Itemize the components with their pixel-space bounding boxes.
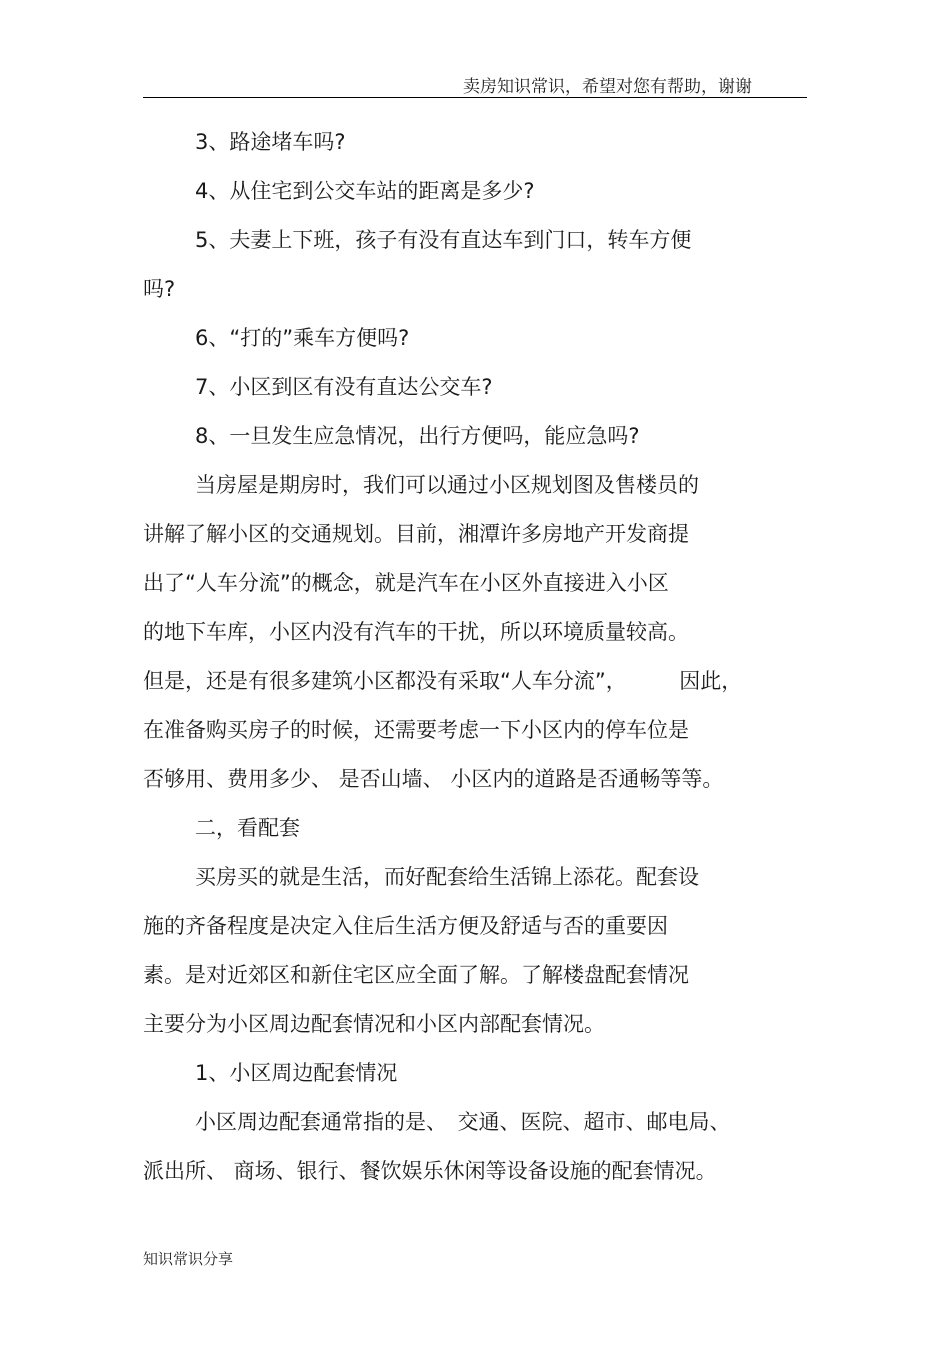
body-line: 8、一旦发生应急情况，出行方便吗，能应急吗? bbox=[195, 424, 640, 448]
body-line: 的地下车库，小区内没有汽车的干扰，所以环境质量较高。 bbox=[143, 620, 689, 644]
body-line: 主要分为小区周边配套情况和小区内部配套情况。 bbox=[143, 1012, 605, 1036]
page-footer: 知识常识分享 bbox=[143, 1250, 234, 1268]
body-line: 施的齐备程度是决定入住后生活方便及舒适与否的重要因 bbox=[143, 914, 668, 938]
body-line: 否够用、费用多少、 是否山墙、 小区内的道路是否通畅等等。 bbox=[143, 767, 724, 791]
body-line: 1、小区周边配套情况 bbox=[195, 1061, 398, 1085]
body-line: 出了“人车分流”的概念，就是汽车在小区外直接进入小区 bbox=[143, 571, 669, 595]
header-divider bbox=[143, 97, 807, 98]
body-line: 6、“打的”乘车方便吗? bbox=[195, 326, 410, 350]
body-line: 3、路途堵车吗? bbox=[195, 130, 346, 154]
body-line: 但是，还是有很多建筑小区都没有采取“人车分流”， 因此， bbox=[143, 669, 743, 693]
document-body bbox=[143, 118, 807, 1196]
body-line: 当房屋是期房时，我们可以通过小区规划图及售楼员的 bbox=[195, 473, 699, 497]
body-line: 买房买的就是生活，而好配套给生活锦上添花。配套设 bbox=[195, 865, 699, 889]
body-line: 7、小区到区有没有直达公交车? bbox=[195, 375, 493, 399]
body-line: 4、从住宅到公交车站的距离是多少? bbox=[195, 179, 535, 203]
body-line: 吗? bbox=[143, 277, 176, 301]
body-line: 在准备购买房子的时候，还需要考虑一下小区内的停车位是 bbox=[143, 718, 689, 742]
body-line: 素。是对近郊区和新住宅区应全面了解。了解楼盘配套情况 bbox=[143, 963, 689, 987]
body-line: 5、夫妻上下班，孩子有没有直达车到门口，转车方便 bbox=[195, 228, 692, 252]
page-header: 卖房知识常识，希望对您有帮助，谢谢 bbox=[463, 77, 752, 97]
body-line: 派出所、 商场、银行、餐饮娱乐休闲等设备设施的配套情况。 bbox=[143, 1159, 717, 1183]
body-line: 小区周边配套通常指的是、 交通、医院、超市、邮电局、 bbox=[195, 1110, 731, 1134]
body-line: 二，看配套 bbox=[195, 816, 300, 840]
body-line: 讲解了解小区的交通规划。目前，湘潭许多房地产开发商提 bbox=[143, 522, 689, 546]
